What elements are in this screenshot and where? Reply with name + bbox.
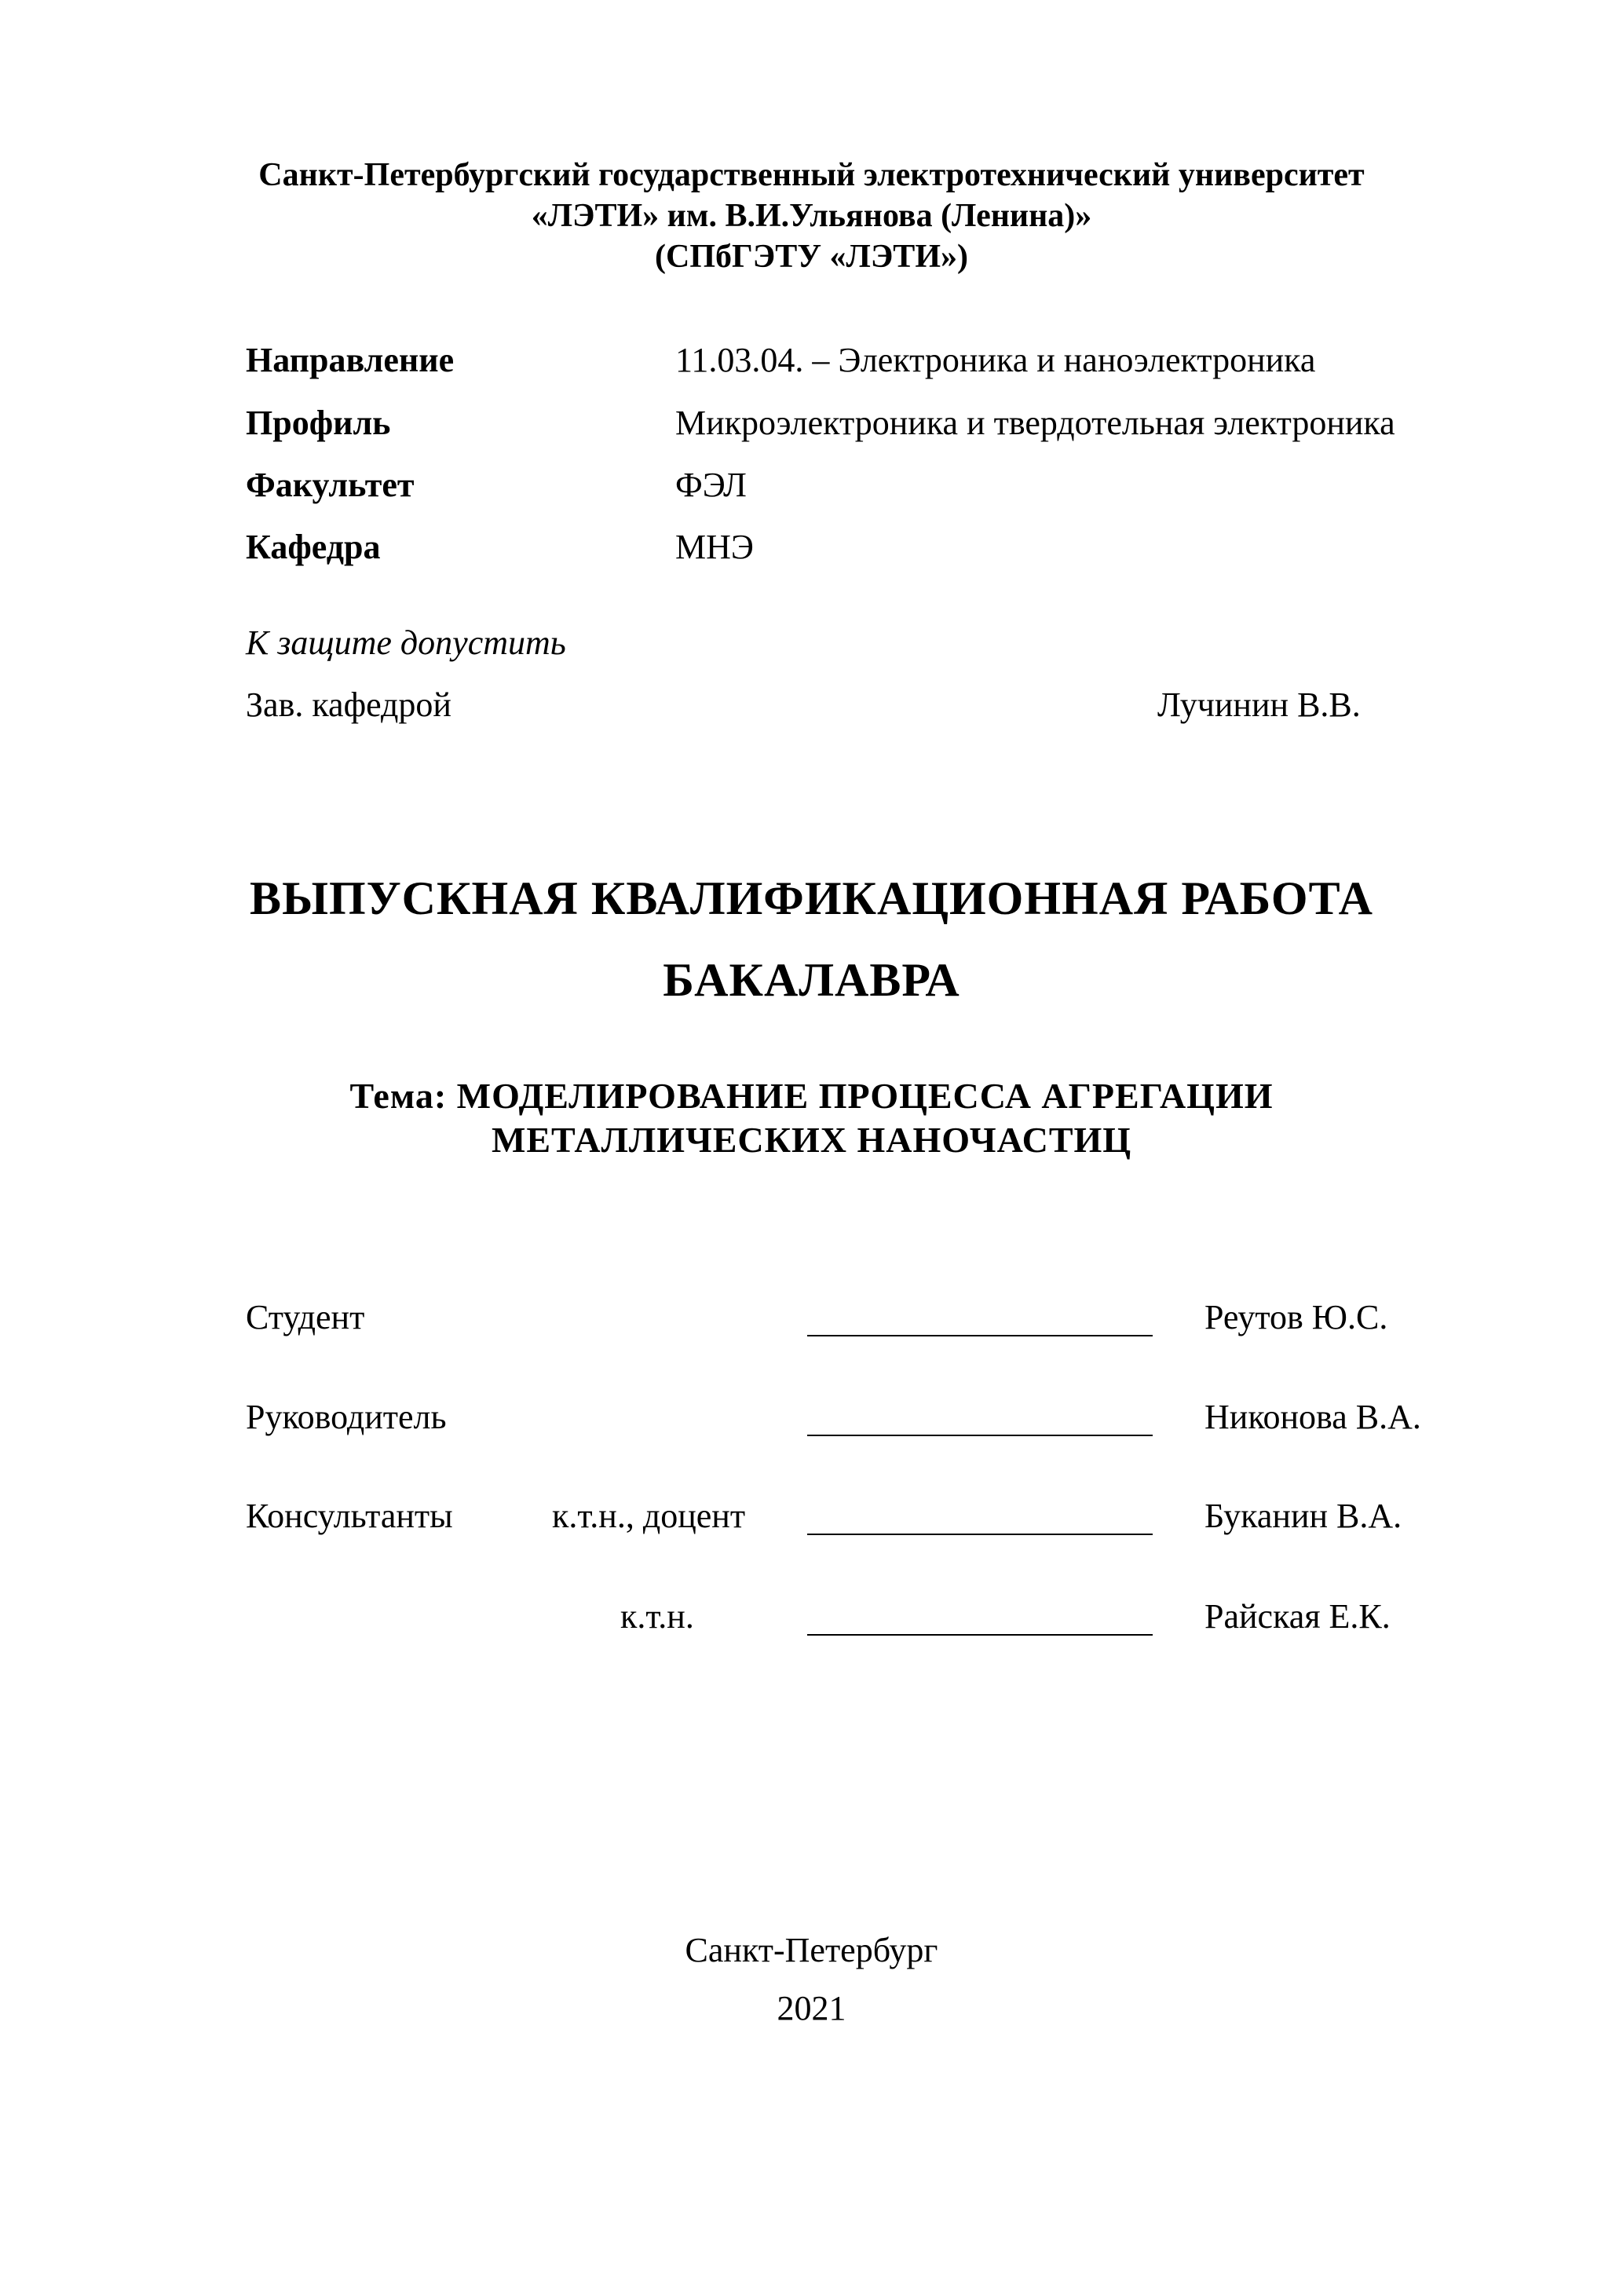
supervisor-label: Руководитель: [246, 1398, 447, 1436]
document-title: ВЫПУСКНАЯ КВАЛИФИКАЦИОННАЯ РАБОТА: [250, 872, 1373, 924]
university-abbreviation: (СПбГЭТУ «ЛЭТИ»): [655, 239, 968, 275]
faculty-value: ФЭЛ: [675, 466, 747, 504]
thesis-topic-line2: МЕТАЛЛИЧЕСКИХ НАНОЧАСТИЦ: [491, 1120, 1132, 1160]
consultant-signature-line: [807, 1534, 1153, 1535]
department-label: Кафедра: [246, 528, 381, 566]
department-value: МНЭ: [675, 528, 754, 566]
consultant2-name: Райская Е.К.: [1204, 1597, 1391, 1636]
head-of-department-name: Лучинин В.В.: [1157, 686, 1361, 724]
document-title-degree: БАКАЛАВРА: [663, 954, 960, 1006]
consultant-name: Буканин В.А.: [1204, 1497, 1402, 1535]
direction-label: Направление: [246, 341, 455, 379]
year: 2021: [777, 1989, 846, 2027]
direction-value: 11.03.04. – Электроника и наноэлектроника: [675, 341, 1316, 379]
thesis-topic-line1: Тема: МОДЕЛИРОВАНИЕ ПРОЦЕССА АГРЕГАЦИИ: [349, 1076, 1274, 1116]
consultant2-signature-line: [807, 1634, 1153, 1636]
profile-label: Профиль: [246, 404, 391, 442]
approval-note: К защите допустить: [246, 623, 566, 662]
consultant-degree: к.т.н., доцент: [552, 1497, 746, 1535]
student-name: Реутов Ю.С.: [1204, 1298, 1388, 1336]
profile-value: Микроэлектроника и твердотельная электроника: [675, 404, 1395, 442]
supervisor-name: Никонова В.А.: [1204, 1398, 1421, 1436]
student-signature-line: [807, 1335, 1153, 1336]
student-label: Студент: [246, 1298, 365, 1336]
consultant2-degree: к.т.н.: [620, 1597, 694, 1636]
city: Санкт-Петербург: [685, 1931, 938, 1969]
head-of-department-label: Зав. кафедрой: [246, 686, 451, 724]
university-name: Санкт-Петербургский государственный электротехнический университет: [258, 157, 1365, 193]
supervisor-signature-line: [807, 1435, 1153, 1436]
consultants-label: Консультанты: [246, 1497, 453, 1535]
faculty-label: Факультет: [246, 466, 415, 504]
university-full-name: «ЛЭТИ» им. В.И.Ульянова (Ленина)»: [531, 198, 1092, 234]
